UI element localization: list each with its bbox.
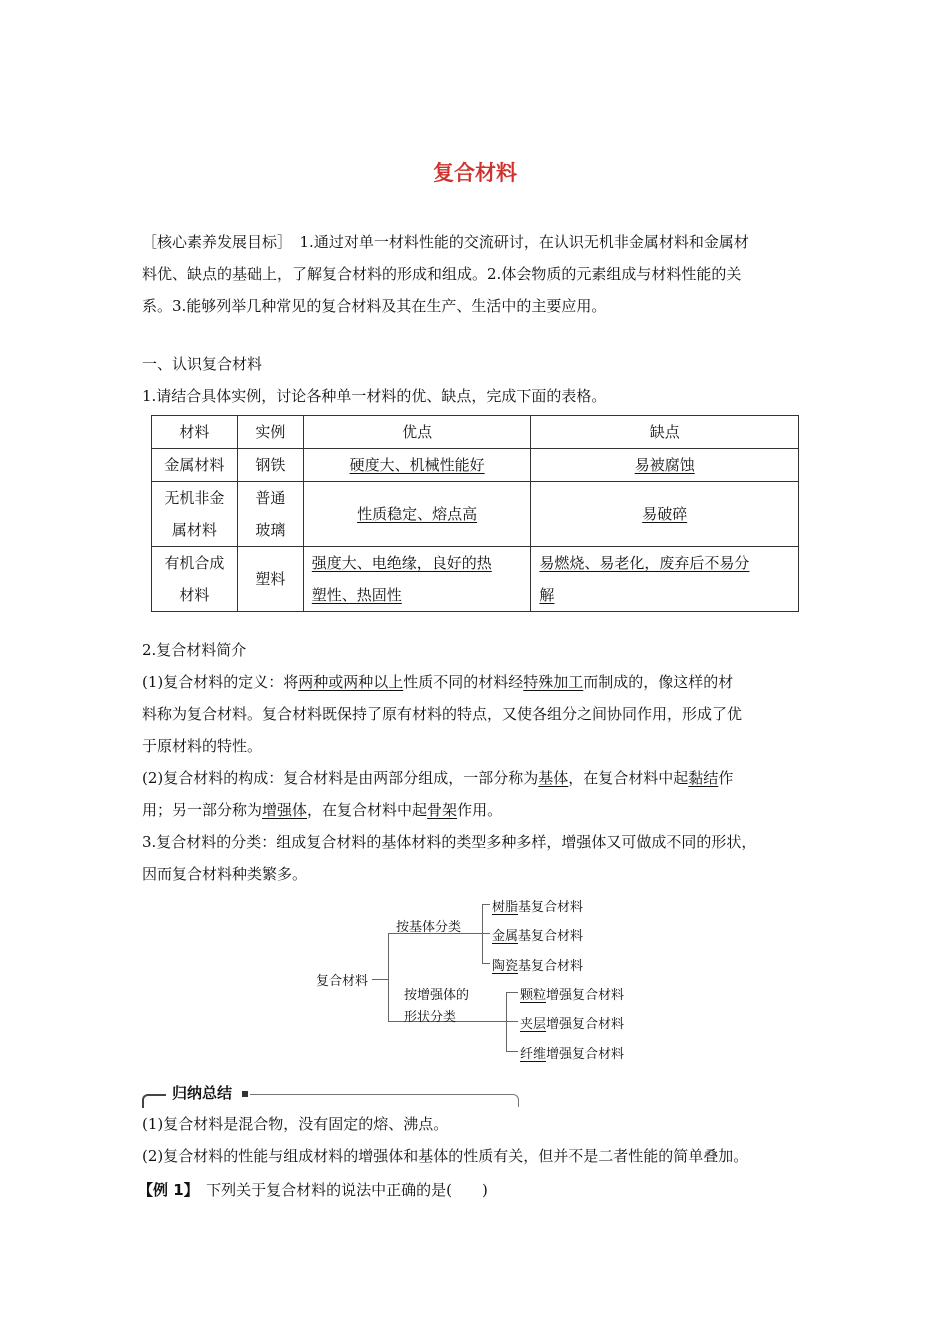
tree-branch-reinforcement: 形状分类 — [404, 1010, 457, 1025]
cell-example — [237, 482, 303, 547]
example-tag: 【例 1】 — [138, 1181, 192, 1199]
text: 基复合材料 — [518, 959, 584, 974]
classification-tree — [300, 888, 660, 1068]
definition-line-2: 料称为复合材料。复合材料既保持了原有材料的特点，又使各组分之间协同作用，形成了优 — [142, 705, 743, 723]
answer: 两种或两种以上 — [298, 673, 404, 691]
cell-cons — [531, 449, 799, 482]
cell-example: 钢铁 — [237, 449, 303, 482]
tree-leaf — [520, 1043, 624, 1062]
definition-line-1 — [142, 666, 733, 698]
answer: 纤维 — [520, 1047, 547, 1062]
cell-example: 塑料 — [237, 547, 303, 612]
cell-text: 属材料 — [171, 521, 217, 539]
cell-pros — [303, 482, 531, 547]
text: ，在复合材料中起 — [307, 801, 428, 819]
answer: 黏结 — [688, 769, 719, 787]
answer: 树脂 — [492, 900, 519, 915]
summary-marker — [242, 1091, 248, 1097]
answer: 骨架 — [427, 801, 458, 819]
answer: 陶瓷 — [492, 959, 519, 974]
cell-cons — [531, 547, 799, 612]
tree-connector — [388, 933, 389, 1021]
text: 性质不同的材料经 — [403, 673, 524, 691]
text: (1)复合材料的定义：将 — [142, 673, 299, 691]
tree-leaf — [520, 984, 624, 1003]
question-1: 1.请结合具体实例，讨论各种单一材料的优、缺点，完成下面的表格。 — [142, 387, 607, 405]
summary-label: 归纳总结 — [172, 1084, 233, 1102]
tree-leaf — [520, 1013, 624, 1032]
answer: 强度大、电绝缘，良好的热 — [311, 554, 492, 572]
answer: 易被腐蚀 — [634, 456, 695, 474]
answer: 基体 — [538, 769, 569, 787]
th-example: 实例 — [237, 416, 303, 449]
cell-text: 材料 — [179, 586, 210, 604]
cell-pros — [303, 547, 531, 612]
answer: 硬度大、机械性能好 — [349, 456, 485, 474]
tree-connector — [482, 963, 490, 964]
cell-material — [152, 547, 238, 612]
th-pros: 优点 — [303, 416, 531, 449]
answer: 易破碎 — [642, 505, 688, 523]
tree-connector — [506, 1051, 518, 1052]
cell-material: 金属材料 — [152, 449, 238, 482]
answer: 特殊加工 — [523, 673, 584, 691]
text: (2)复合材料的构成：复合材料是由两部分组成，一部分称为 — [142, 769, 539, 787]
tree-root: 复合材料 — [316, 974, 369, 989]
tree-connector — [372, 979, 388, 980]
tree-leaf — [492, 896, 583, 915]
answer: 解 — [539, 586, 555, 604]
summary-point-1: (1)复合材料是混合物，没有固定的熔、沸点。 — [142, 1115, 449, 1133]
section-heading: 一、认识复合材料 — [142, 355, 263, 373]
text: 增强复合材料 — [546, 1047, 625, 1062]
answer: 易燃烧、易老化，废弃后不易分 — [539, 554, 750, 572]
composition-line-1 — [142, 762, 733, 794]
question-2: 2.复合材料简介 — [142, 641, 247, 659]
tree-connector — [506, 992, 518, 993]
goals-line-3: 系。3.能够列举几种常见的复合材料及其在生产、生活中的主要应用。 — [142, 297, 607, 315]
text: 基复合材料 — [518, 929, 584, 944]
th-cons: 缺点 — [531, 416, 799, 449]
materials-table — [151, 415, 799, 612]
answer: 增强体 — [262, 801, 308, 819]
text: 增强复合材料 — [546, 1017, 625, 1032]
text: ，在复合材料中起 — [568, 769, 689, 787]
tree-connector — [482, 904, 490, 905]
cell-pros — [303, 449, 531, 482]
definition-line-3: 于原材料的特性。 — [142, 737, 263, 755]
cell-cons — [531, 482, 799, 547]
text: 作用。 — [457, 801, 503, 819]
summary-bracket — [250, 1094, 519, 1107]
goals-line-2: 料优、缺点的基础上，了解复合材料的形成和组成。2.体会物质的元素组成与材料性能的关 — [142, 265, 742, 283]
goals-line-1: ［核心素养发展目标］ 1.通过对单一材料性能的交流研讨，在认识无机非金属材料和金属材 — [142, 233, 749, 251]
tree-leaf — [492, 955, 583, 974]
answer: 颗粒 — [520, 988, 547, 1003]
example-question — [138, 1174, 488, 1206]
example-text: 下列关于复合材料的说法中正确的是( ) — [191, 1181, 488, 1199]
composition-line-2 — [142, 794, 502, 826]
classification-line-2: 因而复合材料种类繁多。 — [142, 865, 308, 883]
answer: 金属 — [492, 929, 519, 944]
page-title: 复合材料 — [433, 161, 517, 185]
cell-text: 有机合成 — [164, 554, 225, 572]
text: 作 — [718, 769, 734, 787]
tree-connector — [506, 1021, 518, 1022]
th-material: 材料 — [152, 416, 238, 449]
tree-branch-reinforcement: 按增强体的 — [404, 988, 470, 1003]
classification-line-1: 3.复合材料的分类：组成复合材料的基体材料的类型多种多样，增强体又可做成不同的形状， — [142, 833, 757, 851]
tree-branch-matrix: 按基体分类 — [396, 920, 462, 935]
text: 用；另一部分称为 — [142, 801, 263, 819]
cell-text: 玻璃 — [255, 521, 286, 539]
text: 增强复合材料 — [546, 988, 625, 1003]
text: 而制成的，像这样的材 — [583, 673, 734, 691]
text: 基复合材料 — [518, 900, 584, 915]
answer: 性质稳定、熔点高 — [357, 505, 478, 523]
cell-text: 无机非金 — [164, 489, 225, 507]
answer: 塑性、热固性 — [311, 586, 402, 604]
cell-text: 普通 — [255, 489, 286, 507]
tree-connector — [482, 933, 490, 934]
answer: 夹层 — [520, 1017, 547, 1032]
tree-leaf — [492, 925, 583, 944]
summary-point-2: (2)复合材料的性能与组成材料的增强体和基体的性质有关，但并不是二者性能的简单叠加。 — [142, 1147, 749, 1165]
cell-material — [152, 482, 238, 547]
